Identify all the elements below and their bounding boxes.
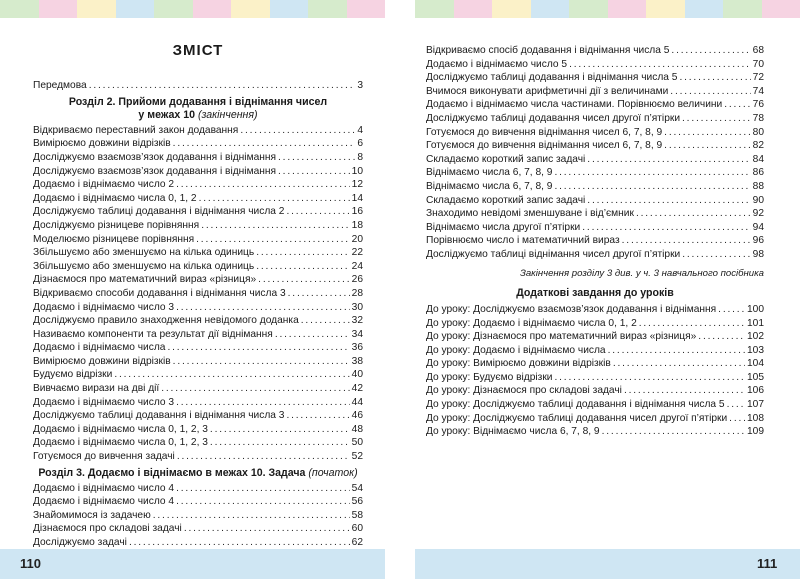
- toc-entry-title: До уроку: Віднімаємо числа 6, 7, 8, 9: [426, 426, 600, 438]
- toc-entry-title: Досліджуємо взаємозв’язок додавання і віднімання: [33, 151, 277, 163]
- toc-entry-page: 20: [351, 233, 363, 245]
- toc-entry[interactable]: [426, 112, 764, 126]
- toc-entry-page: 10: [351, 165, 363, 177]
- toc-entry-page: 32: [351, 315, 363, 327]
- dot-leader: [679, 71, 750, 84]
- toc-entry-title: Додаємо і віднімаємо число 4: [33, 496, 175, 508]
- toc-entry[interactable]: [426, 317, 764, 331]
- section-heading-note: (закінчення): [197, 108, 258, 121]
- toc-entry-page: 16: [351, 206, 363, 218]
- toc-entry[interactable]: [33, 301, 363, 315]
- dot-leader: [288, 287, 350, 300]
- toc-entry-page: 22: [351, 247, 363, 259]
- toc-entry-page: 58: [351, 509, 363, 521]
- toc-entry-title: Складаємо короткий запис задачі: [426, 153, 586, 165]
- page-number-left: 110: [20, 556, 41, 571]
- stripe: [685, 0, 724, 18]
- toc-entry-title: Досліджуємо таблиці додавання чисел другої п’ятірки: [426, 112, 681, 124]
- toc-entry-page: 68: [752, 45, 764, 56]
- dot-leader: [682, 112, 751, 125]
- toc-entry-page: 14: [351, 192, 363, 204]
- dot-leader: [301, 314, 350, 327]
- toc-entry-page: 44: [351, 396, 363, 408]
- toc-entry-title: Вимірюємо довжини відрізків: [33, 138, 171, 150]
- toc-entry-title: Відкриваємо переставний закон додавання: [33, 124, 239, 136]
- toc-entry-title: Досліджуємо таблиці додавання і віднімання числа 3: [33, 410, 285, 422]
- toc-entry[interactable]: [426, 98, 764, 112]
- stripe: [154, 0, 193, 18]
- toc-entry-title: Збільшуємо або зменшуємо на кілька одиниць: [33, 247, 255, 259]
- toc-entry-page: 96: [752, 235, 764, 247]
- stripe: [308, 0, 347, 18]
- toc-entry[interactable]: [426, 85, 764, 99]
- toc-entry-title: Знаходимо невідомі зменшуване і від’ємник: [426, 208, 634, 220]
- toc-entry[interactable]: [33, 219, 363, 233]
- toc-entry-title: Додаємо і віднімаємо число 3: [33, 396, 175, 408]
- toc-entry-page: 109: [747, 426, 764, 438]
- toc-entry-page: 54: [351, 482, 363, 494]
- stripe: [270, 0, 309, 18]
- dot-leader: [210, 423, 350, 436]
- toc-entry[interactable]: [33, 287, 363, 301]
- toc-entry-page: 98: [752, 248, 764, 260]
- toc-entry-page: 18: [351, 219, 363, 231]
- toc-entry-title: Додаємо і віднімаємо числа 0, 1, 2: [33, 192, 197, 204]
- toc-entry-page: 48: [351, 423, 363, 435]
- toc-entry-title: До уроку: Вимірюємо довжини відрізків: [426, 358, 611, 370]
- toc-entry-title: Віднімаємо числа 6, 7, 8, 9: [426, 167, 553, 179]
- contents-title: ЗМІСТ: [172, 42, 224, 59]
- toc-entry[interactable]: [33, 396, 363, 410]
- dot-leader: [278, 165, 350, 178]
- toc-entry-title: До уроку: Додаємо і віднімаємо числа 0, 1, 2: [426, 317, 637, 329]
- toc-entry-title: Віднімаємо числа 6, 7, 8, 9: [426, 180, 553, 192]
- toc-entry-page: 42: [351, 383, 363, 395]
- toc-entry-title: Готуємося до вивчення задачі: [33, 451, 175, 463]
- dot-leader: [201, 219, 349, 232]
- toc-entry-title: Дізнаємося про математичний вираз «різниця»: [33, 274, 257, 286]
- dot-leader: [727, 398, 745, 411]
- toc-entry-page: 3: [357, 80, 363, 92]
- dot-leader: [613, 357, 745, 370]
- toc-entry-title: Будуємо відрізки: [33, 369, 113, 381]
- right-page: [426, 44, 764, 439]
- toc-entry-page: 62: [351, 537, 363, 549]
- toc-entry-title: Додаємо і віднімаємо числа 0, 1, 2, 3: [33, 437, 208, 449]
- footer-band-right: [415, 549, 800, 579]
- toc-entry[interactable]: [33, 409, 363, 423]
- toc-entry-title: Вчимося виконувати арифметичні дії з величинами: [426, 85, 669, 97]
- toc-entry-title: До уроку: Дізнаємося про математичний вираз «різниця»: [426, 331, 697, 343]
- toc-entry[interactable]: [426, 166, 764, 180]
- dot-leader: [664, 126, 751, 139]
- toc-entry[interactable]: [33, 260, 363, 274]
- toc-entry[interactable]: [426, 344, 764, 358]
- toc-entry-page: 38: [351, 355, 363, 367]
- stripe: [193, 0, 232, 18]
- toc-entry-page: 104: [747, 358, 764, 370]
- dot-leader: [554, 371, 745, 384]
- toc-entry[interactable]: [426, 44, 764, 58]
- section-heading: [33, 467, 363, 480]
- toc-entry[interactable]: [426, 412, 764, 426]
- toc-entry[interactable]: [33, 151, 363, 165]
- toc-entry[interactable]: [33, 382, 363, 396]
- dot-leader: [602, 425, 745, 438]
- toc-entry[interactable]: [426, 153, 764, 167]
- dot-leader: [587, 153, 750, 166]
- toc-entry-title: Відкриваємо спосіб додавання і віднімання числа 5: [426, 45, 670, 56]
- toc-entry-page: 105: [747, 371, 764, 383]
- dot-leader: [639, 317, 745, 330]
- dot-leader: [256, 260, 349, 273]
- dot-leader: [173, 355, 350, 368]
- toc-entry[interactable]: [426, 330, 764, 344]
- toc-entry-page: 84: [752, 153, 764, 165]
- toc-entry[interactable]: [426, 357, 764, 371]
- toc-entry-title: Додаємо і віднімаємо число 4: [33, 482, 175, 494]
- toc-entry-page: 28: [351, 287, 363, 299]
- toc-entry[interactable]: [33, 341, 363, 355]
- continuation-note: Закінчення розділу 3 див. у ч. 3 навчального посібника: [519, 267, 764, 279]
- toc-entry-page: 8: [357, 151, 363, 163]
- toc-entry-page: 72: [752, 72, 764, 84]
- dot-leader: [258, 273, 350, 286]
- toc-entry-page: 24: [351, 260, 363, 272]
- toc-entry-page: 46: [351, 410, 363, 422]
- stripe: [347, 0, 386, 18]
- toc-entry-title: Відкриваємо способи додавання і віднімання числа 3: [33, 287, 286, 299]
- toc-entry[interactable]: [426, 139, 764, 153]
- dot-leader: [176, 396, 350, 409]
- toc-entry[interactable]: [426, 221, 764, 235]
- toc-entry-page: 6: [357, 138, 363, 150]
- toc-entry-title: До уроку: Досліджуємо таблиці додавання чисел другої п’ятірки: [426, 412, 728, 424]
- toc-entry[interactable]: [426, 180, 764, 194]
- toc-entry-title: До уроку: Досліджуємо таблиці додавання і віднімання числа 5: [426, 399, 725, 411]
- toc-entry-page: 34: [351, 328, 363, 340]
- toc-entry-title: Вимірюємо довжини відрізків: [33, 355, 171, 367]
- toc-entry-title: Віднімаємо числа другої п’ятірки: [426, 221, 581, 233]
- dot-leader: [622, 234, 751, 247]
- toc-entry-title: Моделюємо різницеве порівняння: [33, 233, 195, 245]
- toc-entry[interactable]: [33, 165, 363, 179]
- dot-leader: [582, 221, 750, 234]
- stripe: [569, 0, 608, 18]
- dot-leader: [89, 79, 356, 92]
- toc-entry-title: Порівнюємо число і математичний вираз: [426, 235, 620, 247]
- toc-entry-title: Досліджуємо задачі: [33, 537, 127, 549]
- toc-entry-page: 40: [351, 369, 363, 381]
- toc-entry-title: До уроку: Досліджуємо взаємозв’язок додавання і віднімання: [426, 303, 717, 315]
- toc-list: [33, 124, 363, 464]
- dot-leader: [177, 450, 350, 463]
- toc-entry-page: 101: [747, 317, 764, 329]
- stripe: [0, 0, 39, 18]
- toc-entry[interactable]: [33, 355, 363, 369]
- toc-entry-page: 52: [351, 451, 363, 463]
- dot-leader: [670, 85, 750, 98]
- footer-band-left: [0, 549, 385, 579]
- section-heading-line: Розділ 2. Прийоми додавання і віднімання чисел: [68, 95, 328, 108]
- toc-entry-page: 108: [747, 412, 764, 424]
- toc-entry-page: 82: [752, 140, 764, 152]
- toc-entry-page: 100: [747, 303, 764, 315]
- dot-leader: [176, 178, 350, 191]
- toc-entry-title: Знайомимося із задачею: [33, 509, 151, 521]
- toc-entry-title: Називаємо компоненти та результат дії віднімання: [33, 328, 273, 340]
- toc-list: [426, 303, 764, 439]
- toc-entry-title: Досліджуємо таблиці додавання і віднімання числа 5: [426, 72, 678, 84]
- toc-entry-title: Досліджуємо таблиці додавання і віднімання числа 2: [33, 206, 285, 218]
- dot-leader: [554, 166, 750, 179]
- decorative-stripes-right: [415, 0, 800, 18]
- dot-leader: [256, 246, 349, 259]
- toc-entry[interactable]: [33, 495, 363, 509]
- toc-entry[interactable]: [33, 233, 363, 247]
- dot-leader: [176, 495, 350, 508]
- stripe: [231, 0, 270, 18]
- stripe: [762, 0, 800, 18]
- toc-entry[interactable]: [426, 398, 764, 412]
- toc-entry-title: Готуємося до вивчення віднімання чисел 6, 7, 8, 9: [426, 126, 663, 138]
- dot-leader: [724, 98, 750, 111]
- toc-entry-page: 94: [752, 221, 764, 233]
- stripe: [646, 0, 685, 18]
- toc-entry-title: Передмова: [33, 80, 87, 92]
- toc-entry-page: 74: [752, 85, 764, 97]
- dot-leader: [167, 341, 349, 354]
- toc-entry[interactable]: [426, 248, 764, 262]
- toc-entry-page: 88: [752, 180, 764, 192]
- toc-entry-page: 102: [747, 331, 764, 343]
- toc-entry-title: Досліджуємо взаємозв’язок додавання і віднімання: [33, 165, 277, 177]
- toc-entry[interactable]: [426, 303, 764, 317]
- toc-entry[interactable]: [426, 58, 764, 72]
- toc-entry-title: До уроку: Будуємо відрізки: [426, 371, 553, 383]
- toc-entry[interactable]: [426, 425, 764, 439]
- toc-entry[interactable]: [33, 137, 363, 151]
- toc-entry-page: 4: [357, 124, 363, 136]
- dot-leader: [176, 301, 350, 314]
- toc-entry-page: 26: [351, 274, 363, 286]
- toc-entry-page: 76: [752, 99, 764, 111]
- stripe: [39, 0, 78, 18]
- toc-entry[interactable]: [426, 234, 764, 248]
- stripe: [531, 0, 570, 18]
- toc-entry[interactable]: [33, 273, 363, 287]
- dot-leader: [729, 412, 745, 425]
- section-heading-range: у межах 10: [138, 108, 195, 121]
- section-heading-title: Розділ 3. Додаємо і віднімаємо в межах 10. Задача: [38, 466, 306, 479]
- toc-entry[interactable]: [426, 126, 764, 140]
- toc-entry-page: 107: [747, 399, 764, 411]
- toc-entry-page: 36: [351, 342, 363, 354]
- toc-entry-title: Досліджуємо різницеве порівняння: [33, 219, 200, 231]
- dot-leader: [624, 384, 745, 397]
- dot-leader: [698, 330, 745, 343]
- stripe: [492, 0, 531, 18]
- book-gutter: [385, 0, 415, 579]
- stripe: [415, 0, 454, 18]
- dot-leader: [554, 180, 750, 193]
- dot-leader: [153, 509, 350, 522]
- stripe: [454, 0, 493, 18]
- dot-leader: [718, 303, 745, 316]
- toc-entry[interactable]: [33, 124, 363, 138]
- stripe: [608, 0, 647, 18]
- toc-entry-title: Додаємо і віднімаємо числа: [33, 342, 166, 354]
- dot-leader: [286, 205, 349, 218]
- dot-leader: [210, 436, 350, 449]
- toc-entry-page: 92: [752, 208, 764, 220]
- toc-entry-page: 86: [752, 167, 764, 179]
- stripe: [77, 0, 116, 18]
- toc-entry[interactable]: [426, 71, 764, 85]
- toc-entry-page: 50: [351, 437, 363, 449]
- dot-leader: [275, 328, 350, 341]
- dot-leader: [671, 44, 750, 57]
- toc-entry[interactable]: [33, 178, 363, 192]
- toc-entry-page: 12: [351, 179, 363, 191]
- toc-entry-title: До уроку: Дізнаємося про складові задачі: [426, 385, 622, 397]
- toc-entry[interactable]: [33, 522, 363, 536]
- toc-entry[interactable]: [33, 368, 363, 382]
- toc-entry-title: Збільшуємо або зменшуємо на кілька одиниць: [33, 260, 255, 272]
- toc-entry-title: Додаємо і віднімаємо число 2: [33, 179, 175, 191]
- toc-entry-title: Досліджуємо правило знаходження невідомого доданка: [33, 315, 299, 327]
- toc-entry-page: 56: [351, 496, 363, 508]
- toc-entry[interactable]: [33, 436, 363, 450]
- toc-entry-title: Готуємося до вивчення віднімання чисел 6, 7, 8, 9: [426, 140, 663, 152]
- toc-entry-title: Досліджуємо таблиці віднімання чисел другої п’ятірки: [426, 248, 681, 260]
- section-heading-note: (початок): [308, 466, 358, 479]
- dot-leader: [114, 368, 349, 381]
- dot-leader: [636, 207, 751, 220]
- toc-entry-title: Додаємо і віднімаємо число 3: [33, 301, 175, 313]
- dot-leader: [129, 536, 350, 549]
- toc-entry[interactable]: [33, 79, 363, 93]
- toc-entry-title: Додаємо і віднімаємо число 5: [426, 58, 568, 70]
- toc-entry-page: 70: [752, 58, 764, 70]
- dot-leader: [240, 124, 355, 137]
- stripe: [723, 0, 762, 18]
- toc-entry[interactable]: [33, 328, 363, 342]
- toc-entry-title: Дізнаємося про складові задачі: [33, 523, 182, 535]
- toc-entry[interactable]: [33, 423, 363, 437]
- stripe: [116, 0, 155, 18]
- dot-leader: [173, 137, 356, 150]
- toc-entry[interactable]: [33, 205, 363, 219]
- toc-entry[interactable]: [33, 246, 363, 260]
- toc-entry[interactable]: [33, 536, 363, 550]
- toc-entry-page: 60: [351, 523, 363, 535]
- toc-entry[interactable]: [426, 207, 764, 221]
- dot-leader: [286, 409, 349, 422]
- toc-entry-page: 103: [747, 344, 764, 356]
- toc-entry-page: 78: [752, 112, 764, 124]
- dot-leader: [184, 522, 350, 535]
- left-page: [33, 44, 363, 577]
- toc-entry-page: 106: [747, 385, 764, 397]
- toc-entry[interactable]: [33, 509, 363, 523]
- toc-entry[interactable]: [33, 192, 363, 206]
- toc-entry-title: Додаємо і віднімаємо числа частинами. Порівнюємо величини: [426, 99, 723, 111]
- dot-leader: [664, 139, 751, 152]
- dot-leader: [176, 482, 350, 495]
- extra-tasks-heading: Додаткові завдання до уроків: [516, 286, 674, 299]
- dot-leader: [569, 58, 751, 71]
- toc-entry[interactable]: [33, 314, 363, 328]
- toc-entry[interactable]: [33, 450, 363, 464]
- toc-entry-title: Складаємо короткий запис задачі: [426, 194, 586, 206]
- decorative-stripes-left: [0, 0, 385, 18]
- toc-list: [426, 44, 764, 262]
- dot-leader: [161, 382, 349, 395]
- toc-entry-page: 80: [752, 126, 764, 138]
- dot-leader: [608, 344, 745, 357]
- toc-entry[interactable]: [426, 371, 764, 385]
- dot-leader: [587, 194, 750, 207]
- toc-entry-title: До уроку: Додаємо і віднімаємо числа: [426, 344, 606, 356]
- toc-entry-title: Додаємо і віднімаємо числа 0, 1, 2, 3: [33, 423, 208, 435]
- toc-entry[interactable]: [33, 482, 363, 496]
- toc-entry-page: 90: [752, 194, 764, 206]
- toc-entry-page: 30: [351, 301, 363, 313]
- dot-leader: [682, 248, 750, 261]
- dot-leader: [278, 151, 355, 164]
- page-number-right: 111: [757, 556, 778, 571]
- toc-entry[interactable]: [426, 194, 764, 208]
- section-heading: [33, 96, 363, 122]
- toc-entry-title: Вивчаємо вирази на дві дії: [33, 383, 160, 395]
- dot-leader: [199, 192, 350, 205]
- toc-entry[interactable]: [426, 384, 764, 398]
- section-heading-line: [33, 109, 363, 122]
- dot-leader: [196, 233, 350, 246]
